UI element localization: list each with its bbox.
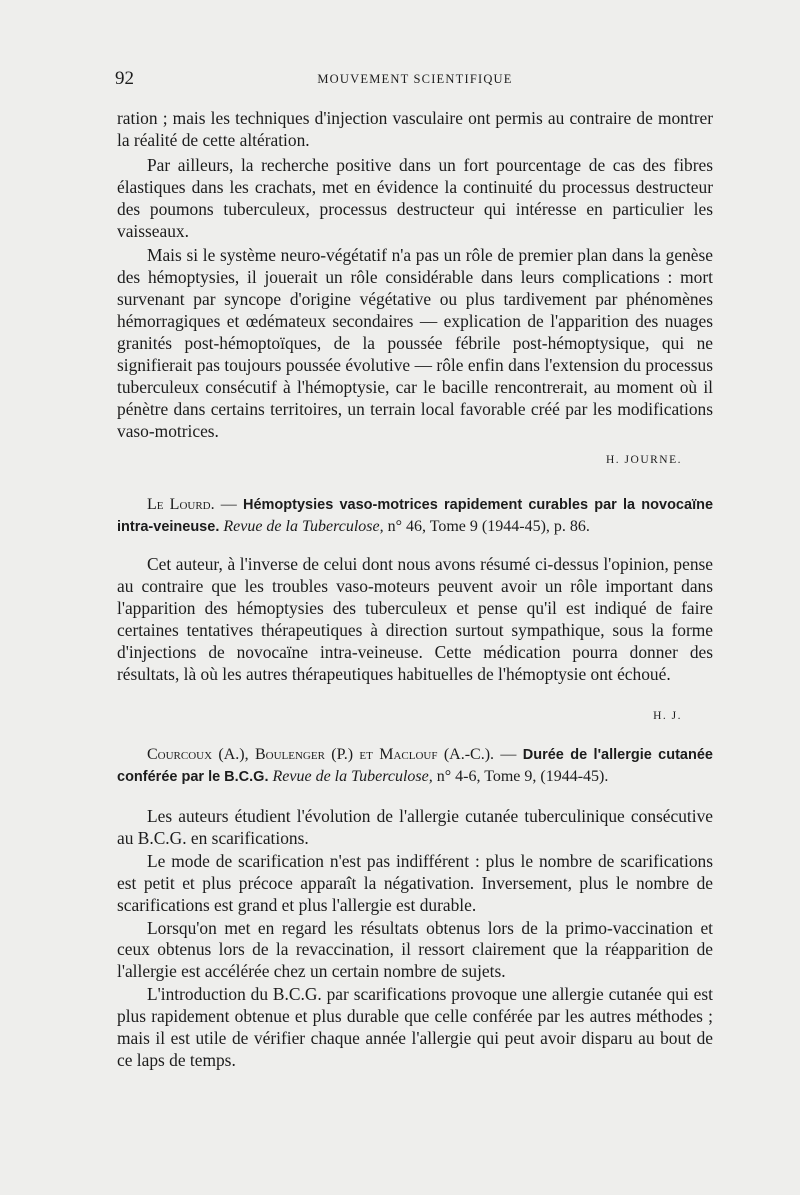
author-names: Courcoux (A.), Boulenger (P.) et Maclouf (A.-C.). — [147, 746, 495, 763]
paragraph: L'introduction du B.C.G. par scarifications provoque une allergie cutanée qui est plus rapidement obtenue et plus durable que celle conférée par les autres méthodes ; mais il est utile de vérifier chaque année l'allergie qui peut avoir disparu au bout de ce laps de temps. — [117, 984, 713, 1070]
paragraph: Lorsqu'on met en regard les résultats obtenus lors de la primo-vaccination et ceux obtenus lors de la revaccination, il ressort clairement que la réapparition de l'allergie est accélérée chez un certain nombre de sujets. — [117, 917, 713, 982]
reference: Courcoux (A.), Boulenger (P.) et Maclouf (A.-C.). — Durée de l'allergie cutanée conférée par le B.C.G. Revue de la Tuberculose, n° 4-6, Tome 9, (1944-45). — [117, 746, 713, 785]
paragraph: Cet auteur, à l'inverse de celui dont nous avons résumé ci-dessus l'opinion, pense au contraire que les troubles vaso-moteurs peuvent avoir un rôle important dans l'apparition des hémoptysies des tuberculeux et pense qu'il est indiqué de faire certaines tentatives thérapeutiques à direction surtout sympathique, sous la forme d'injections de novocaïne intra-veineuse. Cette médication pourra donner des résultats, là où les autres thérapeutiques habituelles de l'hémoptysie ont échoué. — [117, 554, 713, 684]
article-1 — [117, 108, 713, 443]
paragraph: Mais si le système neuro-végétatif n'a pas un rôle de premier plan dans la genèse des hémoptysies, il jouerait un rôle considérable dans leurs complications : mort survenant par syncope d'origine végétative ou plus tardivement par phénomènes hémorragiques et œdémateux secondaires — explication de l'apparition des nuages granités post-hémoptoïques, de la poussée fébrile post-hémoptysique, qui ne signifierait pas toujours poussée évolutive — rôle enfin dans l'extension du processus tuberculeux consécutif à l'hémoptysie, car le bacille rencontrerait, au moment où il pénètre dans certains territoires, un terrain local favorable créé par les modifications vaso-motrices. — [117, 245, 713, 441]
reference: Le Lourd. — Hémoptysies vaso-motrices rapidement curables par la novocaïne intra-veineuse. Revue de la Tuberculose, n° 46, Tome 9 (1944-45), p. 86. — [117, 496, 714, 535]
article-3 — [117, 744, 713, 1072]
signature: H. JOURNE. — [605, 454, 682, 466]
journal-name: Revue de la Tuberculose, — [272, 768, 433, 785]
citation: n° 46, Tome 9 (1944-45), p. 86. — [383, 518, 590, 535]
signature: H. J. — [653, 710, 682, 722]
paragraph: Le mode de scarification n'est pas indifférent : plus le nombre de scarifications est petit et plus précoce apparaît la négativation. Inversement, plus le nombre de scarifications est grand et plus l'allergie est durable. — [117, 850, 713, 915]
running-head: MOUVEMENT SCIENTIFIQUE — [317, 72, 513, 86]
article-title: Hémoptysies vaso-motrices rapidement curables par la novocaïne intra-veineuse. — [117, 497, 714, 535]
paragraph: Les auteurs étudient l'évolution de l'allergie cutanée tuberculinique consécutive au B.C.G. en scarifications. — [117, 806, 713, 848]
page-number: 92 — [115, 68, 134, 89]
page-header — [115, 68, 715, 88]
author-name: Le Lourd. — [147, 496, 215, 513]
article-title: Durée de l'allergie cutanée conférée par le B.C.G. — [117, 747, 713, 785]
paragraph: Par ailleurs, la recherche positive dans un fort pourcentage de cas des fibres élastiques dans les crachats, met en évidence la continuité du processus destructeur des poumons tuberculeux, processus destructeur qui intéresse en particulier les vaisseaux. — [117, 154, 713, 241]
journal-name: Revue de la Tuberculose, — [223, 518, 384, 535]
paragraph: ration ; mais les techniques d'injection vasculaire ont permis au contraire de montrer la réalité de cette altération. — [117, 108, 713, 150]
article-2 — [117, 494, 713, 685]
citation: n° 4-6, Tome 9, (1944-45). — [432, 768, 609, 785]
